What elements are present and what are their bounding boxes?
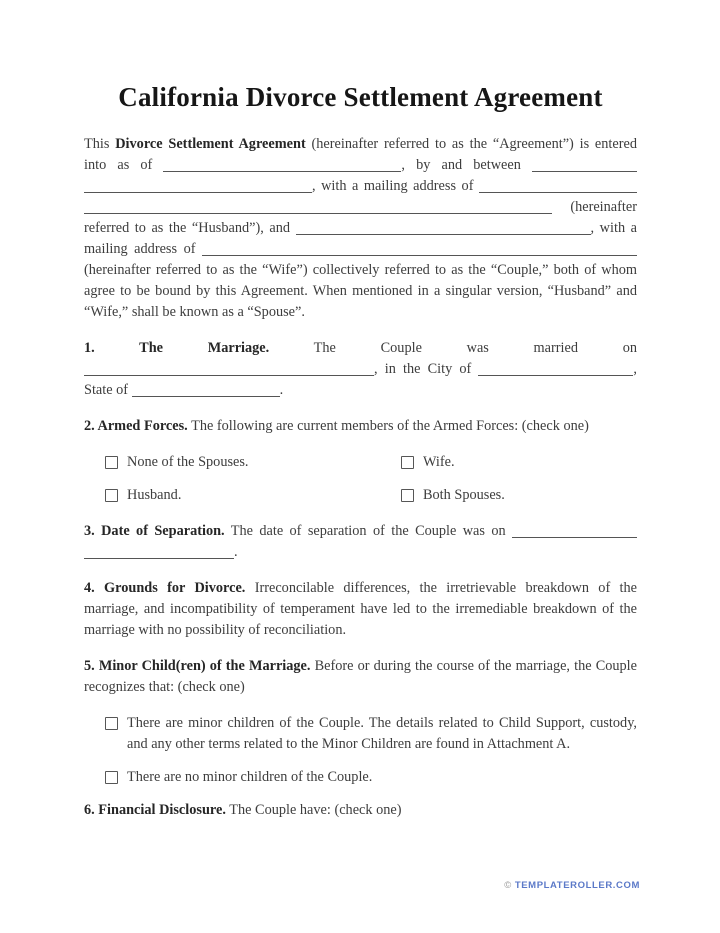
intro-paragraph-text: , with a mailing address of	[312, 178, 479, 194]
fill-in-blank[interactable]	[132, 384, 280, 397]
document-title: California Divorce Settlement Agreement	[118, 82, 603, 112]
fill-in-blank[interactable]	[84, 363, 374, 376]
checkbox-icon[interactable]	[105, 489, 118, 502]
section-1-marriage-text: , in the City of	[374, 361, 479, 377]
intro-paragraph-text: (hereinafter referred to as the “Wife”) collectively referred to as the “Couple,” both of whom agree to be bound by this Agreement. When mentioned in a singular version, “Husband” and “Wife,” shall be known as a “Spouse”.	[84, 262, 637, 320]
minor-children-option-yes[interactable]	[84, 713, 637, 755]
checkbox-label: There are no minor children of the Couple.	[127, 769, 373, 785]
section-2-armed-forces-text: The following are current members of the Armed Forces: (check one)	[187, 418, 589, 434]
footer	[504, 880, 640, 891]
section-5-minor-children-heading: 5. Minor Child(ren) of the Marriage.	[84, 658, 311, 674]
fill-in-blank[interactable]	[202, 243, 637, 256]
fill-in-blank[interactable]	[84, 180, 312, 193]
checkbox-label: None of the Spouses.	[127, 454, 249, 470]
section-3-separation-text: .	[234, 544, 238, 560]
section-1-marriage-text: , State of	[84, 361, 637, 398]
section-5-minor-children	[84, 656, 637, 698]
section-6-financial-disclosure	[84, 800, 637, 821]
checkbox-label: Husband.	[127, 487, 182, 503]
armed-forces-options	[84, 452, 637, 506]
checkbox-icon[interactable]	[401, 489, 414, 502]
checkbox-icon[interactable]	[105, 771, 118, 784]
section-4-grounds-heading: 4. Grounds for Divorce.	[84, 580, 246, 596]
section-3-separation-text: The date of separation of the Couple was on	[224, 523, 513, 539]
intro-paragraph	[84, 134, 637, 323]
fill-in-blank[interactable]	[84, 201, 552, 214]
section-1-marriage-heading: 1. The Marriage.	[84, 340, 270, 356]
document-content	[84, 82, 637, 836]
checkbox-icon[interactable]	[105, 717, 118, 730]
section-2-armed-forces-heading: 2. Armed Forces.	[84, 418, 188, 434]
fill-in-blank[interactable]	[163, 159, 401, 172]
copyright-icon: ©	[504, 880, 512, 891]
section-4-grounds-text: Irreconcilable differences, the irretrievable breakdown of the marriage, and incompatibility of temperament have led to the irremediable breakdown of the marriage with no possibility of reconciliation.	[84, 580, 637, 638]
section-5-minor-children-text: Before or during the course of the marriage, the Couple recognizes that: (check one)	[84, 658, 637, 695]
armed-forces-options-option[interactable]	[401, 452, 637, 473]
fill-in-blank[interactable]	[84, 546, 234, 559]
intro-paragraph-text: , by and between	[401, 157, 532, 173]
armed-forces-options-option[interactable]	[401, 485, 637, 506]
intro-paragraph-text: (hereinafter referred to as the “Agreement”) is entered into as of	[84, 136, 638, 173]
fill-in-blank[interactable]	[479, 180, 637, 193]
intro-paragraph-text: , with a mailing address of	[84, 220, 637, 257]
section-6-financial-disclosure-text: The Couple have: (check one)	[225, 802, 402, 818]
section-3-separation-heading: 3. Date of Separation.	[84, 523, 225, 539]
section-6-financial-disclosure-heading: 6. Financial Disclosure.	[84, 802, 226, 818]
armed-forces-options-option[interactable]	[105, 452, 401, 473]
armed-forces-options-option[interactable]	[105, 485, 401, 506]
fill-in-blank[interactable]	[478, 363, 633, 376]
checkbox-label: Both Spouses.	[423, 487, 505, 503]
section-1-marriage-text: .	[279, 382, 284, 398]
templateroller-link[interactable]: TEMPLATEROLLER.COM	[514, 880, 640, 891]
section-4-grounds	[84, 578, 637, 641]
intro-paragraph-heading: Divorce Settlement Agreement	[115, 136, 306, 152]
checkbox-icon[interactable]	[105, 456, 118, 469]
intro-paragraph-text: This	[84, 136, 116, 152]
minor-children-option-no[interactable]	[84, 767, 637, 788]
section-3-separation	[84, 521, 637, 563]
checkbox-label: There are minor children of the Couple. The details related to Child Support, custody, and any other terms related to the Minor Children are found in Attachment A.	[127, 715, 637, 752]
section-2-armed-forces	[84, 416, 637, 437]
fill-in-blank[interactable]	[296, 222, 591, 235]
fill-in-blank[interactable]	[512, 525, 637, 538]
document-body	[84, 134, 637, 821]
section-1-marriage	[84, 338, 637, 401]
section-1-marriage-text: The Couple was married on	[269, 340, 638, 356]
checkbox-icon[interactable]	[401, 456, 414, 469]
checkbox-label: Wife.	[423, 454, 455, 470]
fill-in-blank[interactable]	[532, 159, 637, 172]
intro-paragraph-text: (hereinafter referred to as the “Husband”), and	[84, 199, 637, 236]
